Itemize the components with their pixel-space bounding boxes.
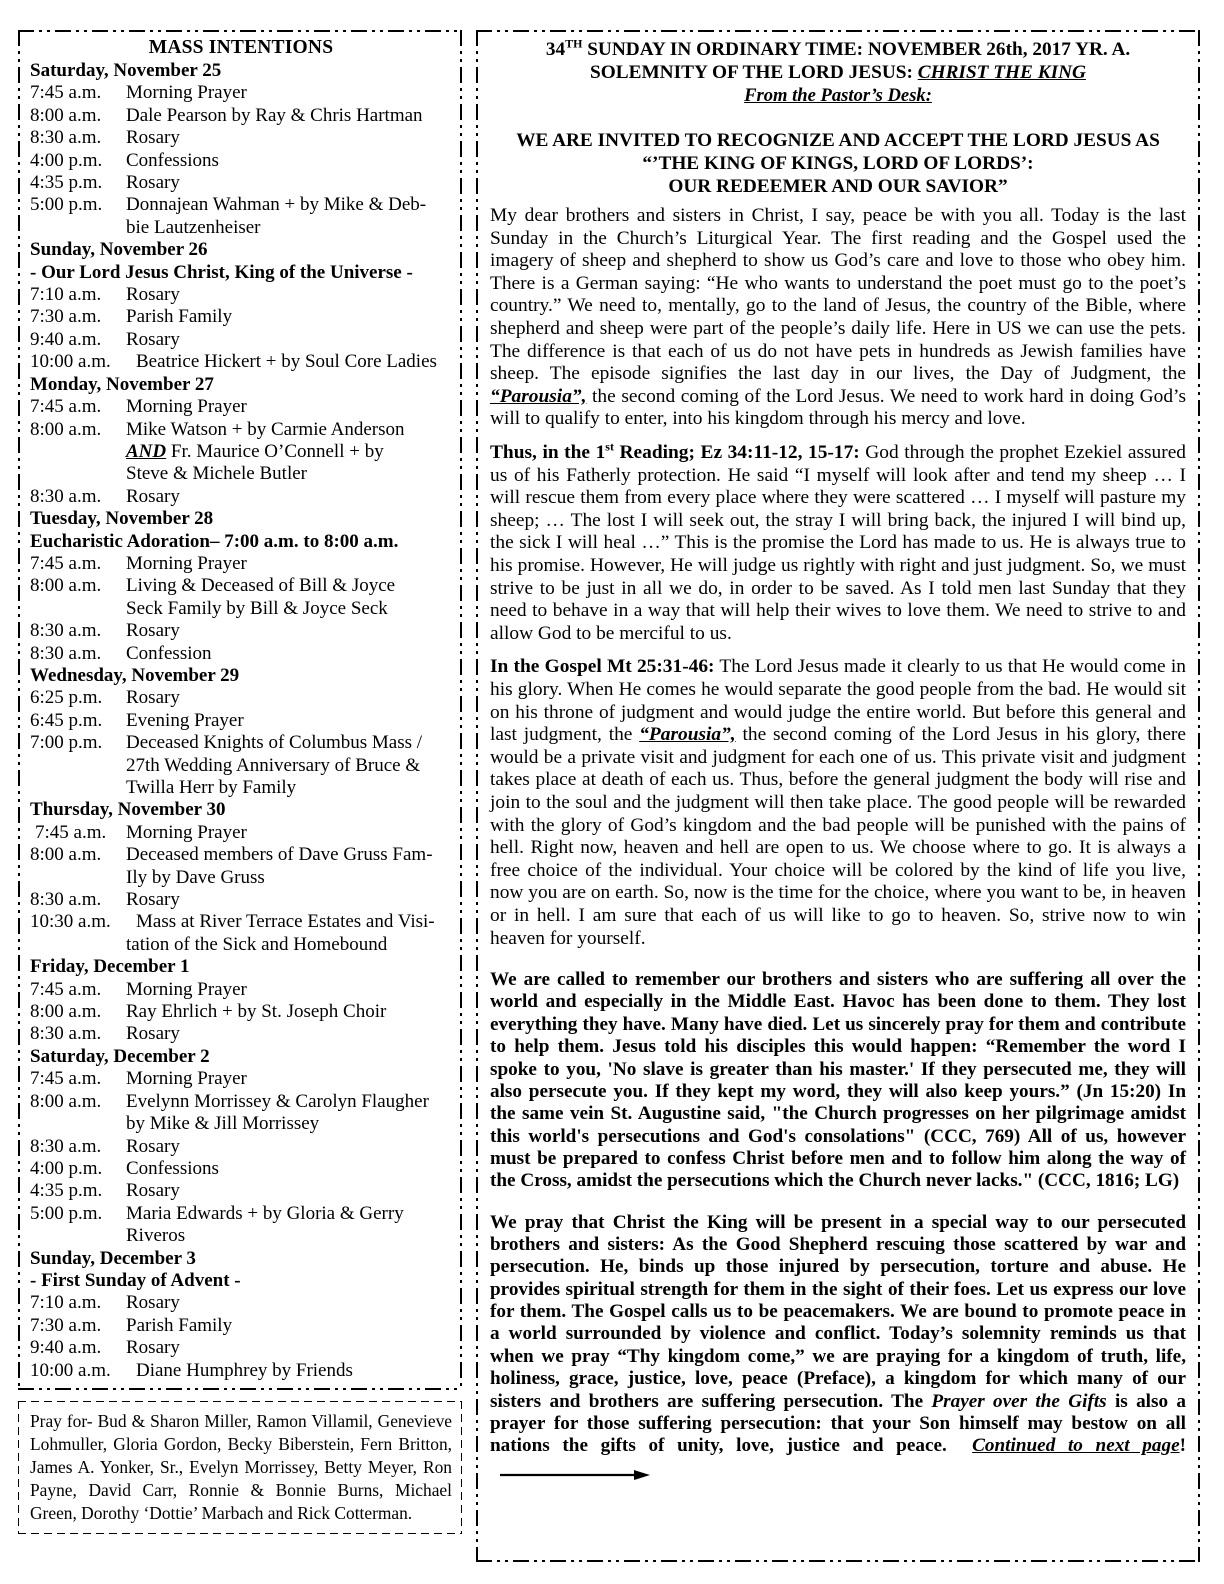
mass-description-continuation: 27th Wedding Anniversary of Bruce & bbox=[126, 754, 421, 776]
mass-time: 8:30 a.m. bbox=[30, 889, 102, 911]
mass-schedule-row bbox=[30, 396, 452, 418]
mass-day-heading: Wednesday, November 29 bbox=[30, 664, 240, 686]
mass-description: Ray Ehrlich + by St. Joseph Choir bbox=[126, 1001, 387, 1023]
mass-schedule-row bbox=[30, 306, 452, 328]
mass-schedule-row bbox=[30, 1001, 452, 1023]
mass-description-continuation: Riveros bbox=[126, 1225, 186, 1247]
mass-schedule-row bbox=[30, 486, 452, 508]
mass-time: 8:00 a.m. bbox=[30, 844, 102, 866]
mass-day-heading: Friday, December 1 bbox=[30, 956, 190, 978]
mass-time: 8:00 a.m. bbox=[30, 1001, 102, 1023]
mass-schedule-row bbox=[30, 127, 452, 149]
mass-description: Rosary bbox=[126, 1023, 180, 1045]
mass-schedule-row bbox=[30, 1068, 452, 1090]
mass-description: Morning Prayer bbox=[126, 1068, 247, 1090]
mass-schedule-list bbox=[30, 60, 452, 1382]
mass-time: 7:45 a.m. bbox=[30, 82, 102, 104]
mass-time: 7:45 a.m. bbox=[30, 396, 102, 418]
mass-description: Living & Deceased of Bill & Joyce bbox=[126, 575, 396, 597]
mass-time: 4:00 p.m. bbox=[30, 1157, 103, 1179]
mass-day-heading: Tuesday, November 28 bbox=[30, 508, 214, 530]
mass-schedule-row bbox=[30, 979, 452, 1001]
mass-time: 9:40 a.m. bbox=[30, 1337, 102, 1359]
mass-intentions-box bbox=[18, 30, 462, 1390]
invitation-line-1: WE ARE INVITED TO RECOGNIZE AND ACCEPT THE LORD JESUS AS bbox=[516, 129, 1160, 151]
pastor-paragraph-first-reading: Thus, in the 1st Reading; Ez 34:11-12, 15-17: God through the prophet Ezekiel assured us of his Fatherly protection. He said “I myself will look after and tend my sheep … I will rescue them from every place where they were scattered … I myself will pasture my sheep; … The lost I will seek out, the stray I will bring back, the injured I will bind up, the sick I will heal …” This is the promise the Lord has made to us. He is always true to his promise. However, He will judge us rightly with right and just judgment. So, we must strive to be just in all we do, in order to be saved. As I told men last Sunday that they need to behave in a way that will help their wives to love them. We need to strive to and allow God to be merciful to us. bbox=[490, 439, 1187, 644]
mass-description-continuation: Steve & Michele Butler bbox=[126, 463, 307, 485]
mass-schedule-row bbox=[30, 284, 452, 306]
mass-schedule-row bbox=[30, 1180, 452, 1202]
mass-description: Deceased members of Dave Gruss Fam- bbox=[126, 844, 433, 866]
mass-description: Rosary bbox=[126, 284, 180, 306]
mass-description: Rosary bbox=[126, 1180, 180, 1202]
mass-description: Evelynn Morrissey & Carolyn Flaugher bbox=[126, 1090, 429, 1112]
mass-description: Confession bbox=[126, 642, 212, 664]
mass-time: 9:40 a.m. bbox=[30, 328, 102, 350]
mass-time: 8:00 a.m. bbox=[30, 575, 102, 597]
mass-schedule-row bbox=[30, 1091, 452, 1113]
mass-description: Rosary bbox=[126, 127, 180, 149]
mass-description-continuation: Twilla Herr by Family bbox=[126, 777, 297, 798]
bulletin-header-line-1: 34TH SUNDAY IN ORDINARY TIME: NOVEMBER 26th, 2017 YR. A. bbox=[545, 36, 1131, 60]
mass-time: 7:30 a.m. bbox=[30, 1314, 102, 1336]
mass-description: Dale Pearson by Ray & Chris Hartman bbox=[126, 104, 423, 126]
mass-schedule-row bbox=[30, 351, 452, 373]
mass-description-continuation: Seck Family by Bill & Joyce Seck bbox=[126, 597, 388, 619]
mass-time: 4:00 p.m. bbox=[30, 149, 103, 171]
mass-schedule-row bbox=[30, 105, 452, 127]
mass-time: 7:30 a.m. bbox=[30, 306, 102, 328]
mass-day-heading: Saturday, December 2 bbox=[30, 1045, 210, 1067]
mass-schedule-row bbox=[30, 1158, 452, 1180]
mass-time: 7:10 a.m. bbox=[30, 1292, 102, 1314]
mass-time: 6:45 p.m. bbox=[30, 709, 103, 731]
mass-time: 8:00 a.m. bbox=[30, 1090, 102, 1112]
mass-time: 8:30 a.m. bbox=[30, 127, 102, 149]
pastor-paragraph-persecuted: We are called to remember our brothers and sisters who are suffering all over the world and especially in the Middle East. Havoc has been done to them. They lost everything they have. Many have died. Let us sincerely pray for them and contribute to help them. Jesus told his disciples this would happen: “Remember the word I spoke to you, 'No slave is greater than his master.' If they persecuted me, they will also persecute you. If they kept my word, they will also keep yours.” (Jn 15:20) In the same vein St. Augustine said, "the Church progresses on her pilgrimage amidst this world's persecutions and God's consolations" (CCC, 769) All of us, however must be prepared to confess Christ before men and to follow him along the way of the Cross, amidst the persecutions which the Church never lacks." (CCC, 1816; LG) bbox=[490, 969, 1186, 1192]
mass-time: 6:25 p.m. bbox=[30, 687, 103, 709]
mass-schedule-row bbox=[30, 1360, 452, 1382]
mass-day-heading: Saturday, November 25 bbox=[30, 60, 222, 81]
mass-time: 8:30 a.m. bbox=[30, 1023, 102, 1045]
mass-time: 7:10 a.m. bbox=[30, 284, 102, 306]
mass-description: Confessions bbox=[126, 1157, 219, 1179]
mass-description: Rosary bbox=[126, 1135, 180, 1157]
pastor-paragraph-closing: We pray that Christ the King will be present in a special way to our persecuted brothers and sisters: As the Good Shepherd rescuing those scattered by war and persecution. He, binds up those injured by persecution, torture and abuse. He provides spiritual strength for them in the sight of their foes. Let us express our love for them. The Gospel calls us to be peacemakers. We are bound to promote peace in a world surrounded by violence and conflict. Today’s solemnity reminds us that when we pray “Thy kingdom come,” we are praying for a kingdom of truth, life, holiness, grace, justice, love, peace (Preface), a kingdom for which many of our sisters and brothers are suffering persecution. The Prayer over the Gifts is also a prayer for those suffering persecution: that your Son himself may bestow on all nations the gifts of unity, love, justice and peace. Continued to next page! bbox=[490, 1212, 1186, 1480]
mass-description: Morning Prayer bbox=[126, 552, 247, 574]
prayer-list-text: Pray for- Bud & Sharon Miller, Ramon Villamil, Genevieve Lohmuller, Gloria Gordon, Becky Biberstein, Fern Britton, James A. Yonker, Sr., Evelyn Morrissey, Betty Meyer, Ron Payne, David Carr, Ronnie & Bonnie Burns, Michael Green, Dorothy ‘Dottie’ Marbach and Rick Cotterman. bbox=[30, 1410, 452, 1523]
mass-schedule-row bbox=[30, 620, 452, 642]
mass-time: 8:30 a.m. bbox=[30, 620, 102, 642]
invitation-line-3: OUR REDEEMER AND OUR SAVIOR” bbox=[668, 175, 1008, 197]
mass-time: 10:00 a.m. bbox=[30, 1359, 111, 1381]
pastors-message-body bbox=[490, 205, 1186, 1480]
pastors-desk-label: From the Pastor’s Desk: bbox=[744, 85, 932, 107]
mass-description: Deceased Knights of Columbus Mass / bbox=[126, 732, 423, 754]
mass-description-continuation: bie Lautzenheiser bbox=[126, 216, 261, 238]
mass-description: Morning Prayer bbox=[126, 821, 247, 843]
mass-schedule-row bbox=[30, 1203, 452, 1225]
mass-description-continuation: AND Fr. Maurice O’Connell + by bbox=[126, 440, 384, 462]
mass-description: Rosary bbox=[126, 620, 180, 642]
mass-description: Mike Watson + by Carmie Anderson bbox=[126, 418, 405, 440]
mass-day-heading: Sunday, December 3 bbox=[30, 1247, 196, 1269]
mass-description: Rosary bbox=[126, 687, 180, 709]
mass-schedule-row bbox=[30, 553, 452, 575]
mass-schedule-row bbox=[30, 1023, 452, 1045]
mass-schedule-row bbox=[30, 643, 452, 665]
mass-time: 10:30 a.m. bbox=[30, 911, 111, 933]
mass-schedule-row bbox=[30, 194, 452, 216]
pastor-paragraph-gospel: In the Gospel Mt 25:31-46: The Lord Jesus made it clearly to us that He would come in his glory. When He comes he would separate the good people from the bad. He would sit on his throne of judgment and would judge the entire world. But before this general and last judgment, the “Parousia”, the second coming of the Lord Jesus in his glory, there would be a private visit and judgment for each one of us. This private visit and judgment takes place at death of each us. Thus, before the general judgment the body will rise and join to the soul and the judgment will then take place. The good people will be rewarded with the glory of God’s kingdom and the bad people will be punished with the pains of hell. Right now, heaven and hell are open to us. We choose where to go. It is always a free choice of the individual. Your choice will be colored by the kind of life you live, now you are on earth. So, now is the time for the choice, where you want to be, in heaven or in hell. I am sure that each of us will like to go to heaven. So, strive now to win heaven for yourself. bbox=[490, 656, 1186, 949]
mass-schedule-row bbox=[30, 1292, 452, 1314]
mass-day-subheading: Eucharistic Adoration– 7:00 a.m. to 8:00 a.m. bbox=[30, 530, 399, 552]
mass-schedule-row bbox=[30, 710, 452, 732]
mass-time: 5:00 p.m. bbox=[30, 194, 103, 216]
left-column bbox=[18, 30, 462, 1562]
mass-description: Donnajean Wahman + by Mike & Deb- bbox=[126, 194, 427, 216]
mass-description: Beatrice Hickert + by Soul Core Ladies bbox=[136, 351, 437, 373]
mass-schedule-row bbox=[30, 822, 452, 844]
mass-description: Parish Family bbox=[126, 306, 233, 328]
mass-description-continuation: Ily by Dave Gruss bbox=[126, 866, 265, 888]
mass-schedule-row bbox=[30, 732, 452, 754]
mass-description: Morning Prayer bbox=[126, 978, 247, 1000]
right-arrow-icon bbox=[500, 1464, 650, 1474]
mass-schedule-row bbox=[30, 419, 452, 441]
invitation-heading bbox=[490, 129, 1186, 198]
mass-day-subheading: - First Sunday of Advent - bbox=[30, 1269, 241, 1291]
mass-day-heading: Monday, November 27 bbox=[30, 373, 214, 395]
mass-time: 7:00 p.m. bbox=[30, 732, 103, 754]
mass-time: 8:30 a.m. bbox=[30, 642, 102, 664]
pastors-desk-column bbox=[476, 30, 1200, 1562]
mass-description: Rosary bbox=[126, 485, 180, 507]
mass-description: Morning Prayer bbox=[126, 396, 247, 418]
mass-time: 7:45 a.m. bbox=[30, 552, 102, 574]
mass-schedule-row bbox=[30, 82, 452, 104]
mass-description: Mass at River Terrace Estates and Visi- bbox=[136, 911, 435, 933]
mass-time: 7:45 a.m. bbox=[30, 1068, 102, 1090]
mass-description: Diane Humphrey by Friends bbox=[136, 1359, 353, 1381]
mass-description: Evening Prayer bbox=[126, 709, 244, 731]
mass-time: 7:45 a.m. bbox=[30, 978, 102, 1000]
mass-schedule-row bbox=[30, 844, 452, 866]
bulletin-header-line-2: SOLEMNITY OF THE LORD JESUS: CHRIST THE KING bbox=[590, 62, 1086, 84]
mass-description: Rosary bbox=[126, 172, 180, 194]
mass-schedule-row bbox=[30, 1337, 452, 1359]
mass-description-continuation: by Mike & Jill Morrissey bbox=[126, 1113, 320, 1135]
mass-description: Parish Family bbox=[126, 1314, 233, 1336]
mass-day-heading: Thursday, November 30 bbox=[30, 799, 226, 821]
mass-schedule-row bbox=[30, 575, 452, 597]
mass-time: 8:30 a.m. bbox=[30, 485, 102, 507]
mass-description: Maria Edwards + by Gloria & Gerry bbox=[126, 1202, 404, 1224]
mass-schedule-row bbox=[30, 889, 452, 911]
prayer-list-box bbox=[18, 1401, 462, 1534]
mass-intentions-title: MASS INTENTIONS bbox=[148, 37, 334, 58]
invitation-line-2: “’THE KING OF KINGS, LORD OF LORDS’: bbox=[642, 152, 1034, 174]
mass-description: Morning Prayer bbox=[126, 82, 247, 104]
mass-time: 4:35 p.m. bbox=[30, 1180, 103, 1202]
mass-time: 8:30 a.m. bbox=[30, 1135, 102, 1157]
mass-schedule-row bbox=[30, 150, 452, 172]
mass-description: Confessions bbox=[126, 149, 219, 171]
mass-description: Rosary bbox=[126, 1337, 180, 1359]
mass-schedule-row bbox=[30, 687, 452, 709]
mass-description-continuation: tation of the Sick and Homebound bbox=[126, 933, 388, 955]
mass-schedule-row bbox=[30, 1136, 452, 1158]
mass-schedule-row bbox=[30, 329, 452, 351]
mass-description: Rosary bbox=[126, 1292, 180, 1314]
mass-schedule-row bbox=[30, 1315, 452, 1337]
mass-schedule-row bbox=[30, 911, 452, 933]
mass-schedule-row bbox=[30, 172, 452, 194]
mass-time: 5:00 p.m. bbox=[30, 1202, 103, 1224]
mass-time: 4:35 p.m. bbox=[30, 172, 103, 194]
mass-description: Rosary bbox=[126, 328, 180, 350]
mass-time: 7:45 a.m. bbox=[35, 821, 107, 843]
mass-day-subheading: - Our Lord Jesus Christ, King of the Universe - bbox=[30, 261, 413, 283]
mass-time: 8:00 a.m. bbox=[30, 418, 102, 440]
mass-day-heading: Sunday, November 26 bbox=[30, 239, 208, 261]
mass-description: Rosary bbox=[126, 889, 180, 911]
pastor-paragraph-opening: My dear brothers and sisters in Christ, I say, peace be with you all. Today is the last Sunday in the Church’s Liturgical Year. The first reading and the Gospel used the imagery of sheep and shepherd to show us God’s care and love to those who obey him. There is a German saying: “He who wants to understand the poet must go to the poet’s country.” We need to, mentally, go to the land of Jesus, the country of the Bible, where shepherd and sheep were part of the people’s daily life. Here in US we can use the pets. The difference is that each of us do not have pets in hundreds as Jewish families have sheep. The episode signifies the last day in our lives, the Day of Judgment, the “Parousia”, the second coming of the Lord Jesus. We need to work hard in doing God’s will to qualify to enter, into his kingdom through his mercy and love. bbox=[490, 205, 1186, 430]
mass-time: 10:00 a.m. bbox=[30, 351, 111, 373]
mass-time: 8:00 a.m. bbox=[30, 104, 102, 126]
